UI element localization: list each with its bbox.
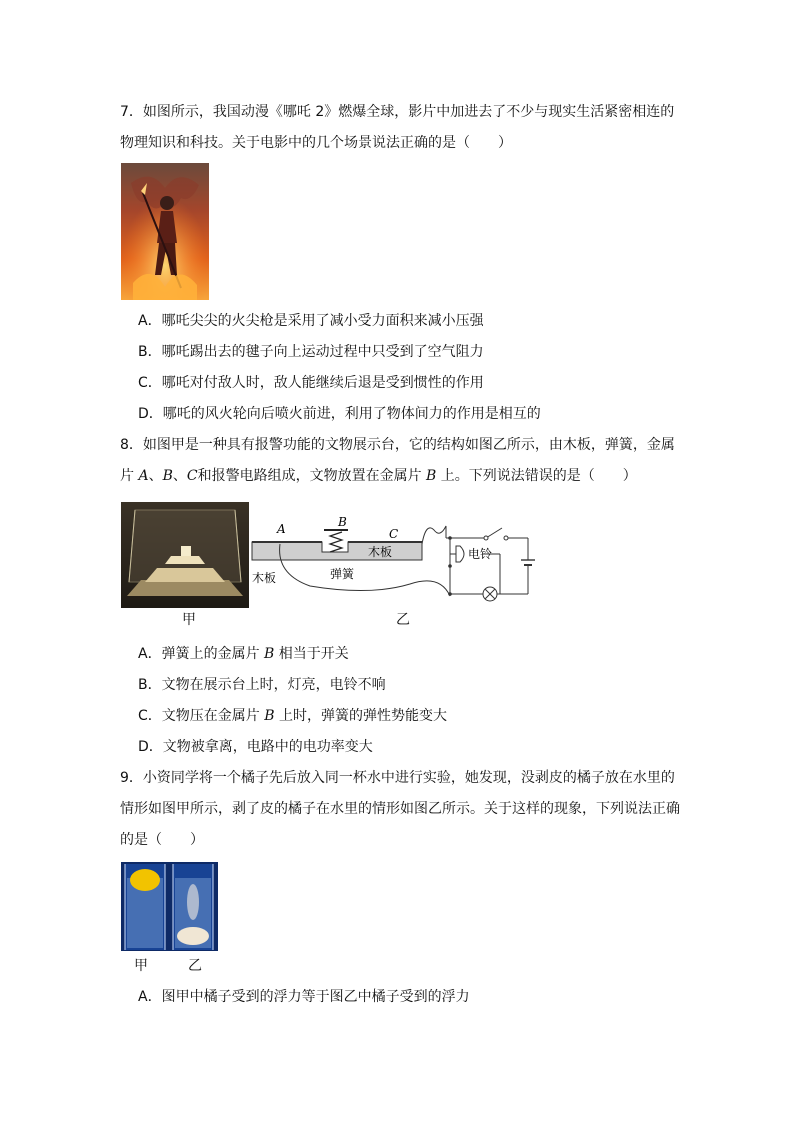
switch-icon — [486, 528, 502, 538]
label-c: C — [389, 527, 399, 541]
q9-option-a: A．图甲中橘子受到的浮力等于图乙中橘子受到的浮力 — [138, 989, 470, 1005]
spring-icon — [330, 532, 342, 552]
q7-stem-line2: 物理知识和科技。关于电影中的几个场景说法正确的是（ ） — [120, 135, 512, 151]
bell-icon — [456, 546, 464, 562]
label-spring: 弹簧 — [330, 567, 355, 581]
label-wood-left: 木板 — [252, 571, 277, 585]
q7-option-d: D．哪吒的风火轮向后喷火前进，利用了物体间力的作用是相互的 — [138, 406, 541, 422]
q9-stem-line1: 9．小资同学将一个橘子先后放入同一杯水中进行实验，她发现，没剥皮的橘子放在水里的 — [120, 770, 675, 786]
q9-stem-line3: 的是（ ） — [120, 832, 204, 848]
q8-caption-yi: 乙 — [396, 612, 410, 628]
q7-option-b: B．哪吒踢出去的毽子向上运动过程中只受到了空气阻力 — [138, 344, 484, 360]
label-a: A — [277, 522, 286, 536]
q8-option-d: D．文物被拿离，电路中的电功率变大 — [138, 739, 373, 755]
q7-option-c: C．哪吒对付敌人时，敌人能继续后退是受到惯性的作用 — [138, 375, 484, 391]
q8-caption-jia: 甲 — [182, 612, 196, 628]
label-wood-right: 木板 — [368, 545, 393, 559]
label-b: B — [338, 515, 347, 529]
q8-option-a: A．弹簧上的金属片 B 相当于开关 — [138, 646, 349, 662]
q7-option-a: A．哪吒尖尖的火尖枪是采用了减小受力面积来减小压强 — [138, 313, 484, 329]
wood-board — [252, 542, 422, 560]
orange-in-water-photo — [121, 862, 218, 951]
q8-stem-line1: 8．如图甲是一种具有报警功能的文物展示台，它的结构如图乙所示，由木板，弹簧，金属 — [120, 437, 675, 453]
q8-option-c: C．文物压在金属片 B 上时，弹簧的弹性势能变大 — [138, 708, 447, 724]
q9-stem-line2: 情形如图甲所示，剥了皮的橘子在水里的情形如图乙所示。关于这样的现象，下列说法正确 — [120, 801, 680, 817]
unpeeled-orange-icon — [130, 869, 160, 891]
q8-option-b: B．文物在展示台上时，灯亮，电铃不响 — [138, 677, 386, 693]
q7-stem-line1: 7．如图所示，我国动漫《哪吒 2》燃爆全球，影片中加进去了不少与现实生活紧密相连的 — [120, 104, 675, 120]
q8-stem-line2: 片 A、B、C和报警电路组成，文物放置在金属片 B 上。下列说法错误的是（ ） — [120, 468, 637, 484]
display-case-photo — [121, 502, 249, 608]
q9-caption-yi: 乙 — [188, 958, 202, 974]
nezha-movie-image — [121, 163, 209, 300]
peeled-orange-icon — [177, 927, 209, 945]
label-bell: 电铃 — [468, 547, 493, 561]
alarm-circuit-diagram — [250, 514, 540, 606]
q9-caption-jia: 甲 — [134, 958, 148, 974]
